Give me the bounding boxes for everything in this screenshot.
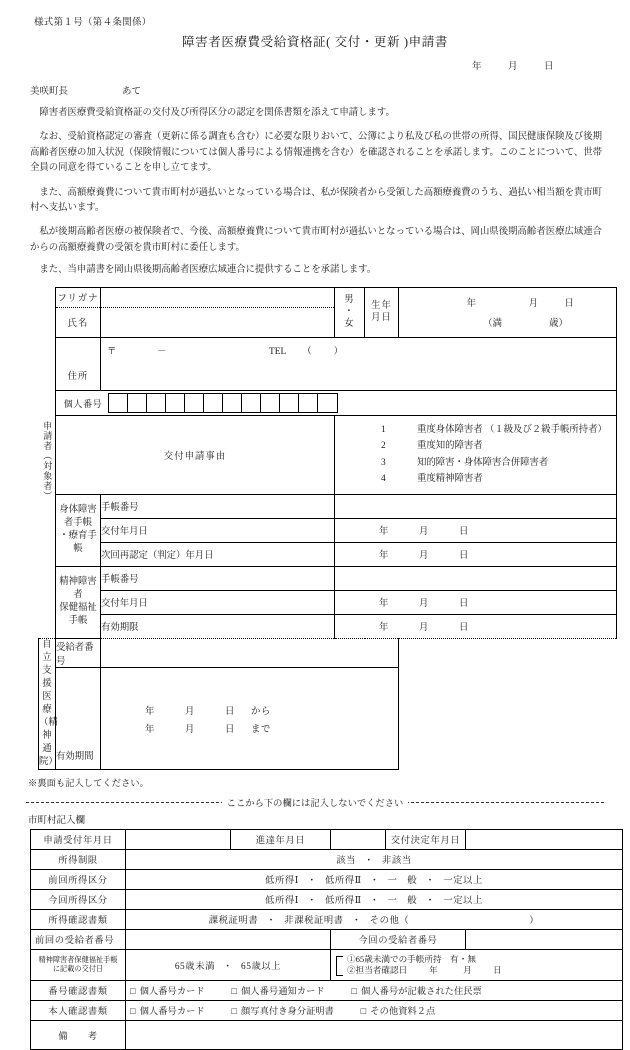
mynumber-label: 個人番号 <box>63 398 103 409</box>
selfsupport-period-label: 有効期間 <box>56 667 101 769</box>
back-side-note: ※裏面も記入してください。 <box>28 778 149 789</box>
table-row-physical-2 <box>39 518 617 542</box>
physical-handbook-recert-date[interactable]: 年 月 日 <box>335 542 617 566</box>
identity-docs-options[interactable] <box>126 1000 623 1020</box>
forward-date-label: 進達年月日 <box>231 829 331 849</box>
address-label: 住所 <box>56 337 101 390</box>
tel-open-paren: （ <box>302 346 312 357</box>
curr-income-label: 今回所得区分 <box>31 889 126 909</box>
table-row-mynumber <box>39 390 617 415</box>
curr-income-opt-4[interactable]: 一定以上 <box>443 896 483 907</box>
municipal-row-income-limit <box>31 849 623 869</box>
curr-income-opt-1[interactable]: 低所得Ⅰ <box>265 896 300 907</box>
submission-date-line <box>22 58 554 72</box>
mynumber-digit-box[interactable] <box>242 394 261 412</box>
mental-handbook-issue-age-label: 精神障害者保健福祉手帳 に記載の交付日 <box>31 949 126 980</box>
municipal-section-title: 市町村記入欄 <box>28 815 86 826</box>
mynumber-digit-box[interactable] <box>109 394 128 412</box>
applicant-table <box>38 287 617 770</box>
tel-label: TEL <box>269 346 287 357</box>
number-doc-card[interactable]: □ 個人番号カード <box>130 987 205 998</box>
curr-income-opt-2[interactable]: 低所得Ⅱ <box>325 896 362 907</box>
age-over-65[interactable]: 65歳以上 <box>241 961 282 972</box>
prev-income-opt-2[interactable]: 低所得Ⅱ <box>325 876 362 887</box>
physical-handbook-number-label: 手帳番号 <box>101 494 335 518</box>
reason-item[interactable] <box>335 422 616 439</box>
decision-date-input[interactable] <box>466 829 623 849</box>
municipal-row-prev-income <box>31 869 623 889</box>
gender-label: 男 ・ 女 <box>335 287 365 337</box>
table-row-mental-1 <box>39 566 617 590</box>
municipal-row-receipt <box>31 829 623 849</box>
table-row-reason <box>39 415 617 494</box>
physical-handbook-recert-label: 次回再認定（判定）年月日 <box>101 542 335 566</box>
mental-handbook-number-input[interactable] <box>335 566 617 590</box>
birth-day-label: 日 <box>564 299 575 310</box>
name-input[interactable] <box>101 307 335 337</box>
identity-doc-card[interactable]: □ 個人番号カード <box>130 1007 205 1018</box>
municipal-row-curr-income <box>31 889 623 909</box>
mynumber-digit-box[interactable] <box>261 394 280 412</box>
zip-mark: 〒 <box>107 346 117 357</box>
prev-income-opt-1[interactable]: 低所得Ⅰ <box>265 876 300 887</box>
addressee-line <box>30 83 608 97</box>
number-docs-options[interactable] <box>126 980 623 1000</box>
reason-item[interactable] <box>335 471 616 488</box>
selfsupport-period-input[interactable]: 年 月 日 から 年 月 日 まで <box>101 667 399 769</box>
paragraph-2: なお、受給資格認定の審査（更新に係る調査も含む）に必要な限りおいて、公簿により私及び私の世帯の所得、国民健康保険及び後期高齢者医療の加入状況（保険情報については個人番号による情報連携を含む）を確認されることを承諾します。このことについて、世帯全員の同意を得ていることを申し立てます。 <box>30 132 602 174</box>
bracket-icon <box>336 956 343 976</box>
income-limit-opt-not-applicable[interactable]: 非該当 <box>382 856 412 867</box>
identity-doc-other[interactable]: □ その他資料２点 <box>360 1007 436 1018</box>
income-limit-opt-applicable[interactable]: 該当 <box>336 856 357 867</box>
date-month-label: 月 <box>507 62 518 72</box>
mynumber-digit-box[interactable] <box>299 394 318 412</box>
physical-handbook-issue-label: 交付年月日 <box>101 518 335 542</box>
reason-item-label: 重度精神障害者 <box>417 474 483 485</box>
prev-recipient-no-input[interactable] <box>126 929 331 949</box>
prev-income-opt-3[interactable]: 一 般 <box>387 876 418 887</box>
reason-item[interactable] <box>335 455 616 472</box>
mynumber-digit-box[interactable] <box>166 394 185 412</box>
do-not-fill-text: ここから下の欄には記入しないでください <box>222 799 409 809</box>
curr-income-options[interactable]: 低所得Ⅰ ・ 低所得Ⅱ ・ 一 般 ・ 一定以上 <box>126 889 623 909</box>
age-suffix: 歳） <box>549 319 568 330</box>
income-doc-untaxed[interactable]: 非課税証明書 <box>284 916 344 927</box>
mental-handbook-number-label: 手帳番号 <box>101 566 335 590</box>
mental-handbook-issue-date[interactable]: 年 月 日 <box>335 590 617 614</box>
birth-year-label: 年 <box>466 299 477 310</box>
income-docs-options[interactable]: 課税証明書 ・ 非課税証明書 ・ その他（ ） <box>126 909 623 929</box>
income-limit-options[interactable]: 該当 ・ 非該当 <box>126 849 623 869</box>
age-sub-2-label: ②担当者確認日 <box>347 964 408 975</box>
page-title: 障害者医療費受給資格証( 交付・更新 )申請書 <box>182 35 448 49</box>
identity-docs-label: 本人確認書類 <box>31 1000 126 1020</box>
reason-options[interactable] <box>335 415 617 494</box>
name-label: 氏名 <box>56 307 101 337</box>
identity-doc-photo-id[interactable]: □ 顔写真付き身分証明書 <box>231 1007 334 1018</box>
municipal-row-age <box>31 949 623 980</box>
income-doc-taxed[interactable]: 課税証明書 <box>208 916 259 927</box>
selfsupport-label: 自立支援医療 （精神通院） <box>39 638 56 769</box>
reason-item-label: 知的障害・身体障害合併障害者 <box>417 457 549 468</box>
furigana-label: フリガナ <box>56 287 101 307</box>
checkbox-icon[interactable]: □ <box>231 987 237 998</box>
prev-recipient-no-label: 前回の受給者番号 <box>31 929 126 949</box>
mental-handbook-label: 精神障害者 保健福祉手帳 <box>56 566 101 638</box>
checkbox-icon[interactable]: □ <box>351 987 357 998</box>
municipal-row-recipient-no <box>31 929 623 949</box>
municipal-table <box>30 829 623 1050</box>
checkbox-icon[interactable]: □ <box>231 1007 237 1018</box>
age-prefix: （満 <box>483 319 502 330</box>
reason-item-label: 重度知的障害者 <box>417 441 483 452</box>
physical-handbook-label: 身体障害者手帳 ・療育手帳 <box>56 494 101 566</box>
zip-dash: － <box>157 346 167 357</box>
table-row-address <box>39 337 617 390</box>
mynumber-digit-box[interactable] <box>318 394 337 412</box>
checkbox-icon[interactable]: □ <box>130 987 136 998</box>
physical-handbook-number-input[interactable] <box>335 494 617 518</box>
income-doc-other-close: ） <box>529 916 540 927</box>
number-docs-label: 番号確認書類 <box>31 980 126 1000</box>
municipal-row-identity-docs <box>31 1000 623 1020</box>
income-limit-label: 所得制限 <box>31 849 126 869</box>
tel-close-paren: ） <box>333 346 343 357</box>
prev-income-label: 前回所得区分 <box>31 869 126 889</box>
mynumber-digit-box[interactable] <box>147 394 166 412</box>
mynumber-digit-box[interactable] <box>204 394 223 412</box>
reason-item-number: 4 <box>381 474 386 485</box>
forward-date-input[interactable] <box>331 829 386 849</box>
mynumber-digit-box[interactable] <box>185 394 204 412</box>
addressee-suffix: あて <box>122 87 142 97</box>
paragraph-5: また、当申請書を岡山県後期高齢者医療広域連合に提供することを承諾します。 <box>39 265 377 276</box>
addressee-name: 美咲町長 <box>30 87 69 97</box>
do-not-fill-divider <box>26 795 604 808</box>
date-year-label: 年 <box>471 62 482 72</box>
number-doc-notice[interactable]: □ 個人番号通知カード <box>231 987 325 998</box>
reason-item-number: 2 <box>381 441 386 452</box>
age-sub-options[interactable] <box>331 949 623 980</box>
curr-recipient-no-input[interactable] <box>466 929 623 949</box>
table-row-physical-3 <box>39 542 617 566</box>
selfsupport-recipient-input[interactable] <box>101 638 399 667</box>
mynumber-digit-box[interactable] <box>223 394 242 412</box>
birthdate-input[interactable] <box>399 287 617 337</box>
municipal-row-remarks <box>31 1020 623 1049</box>
physical-handbook-issue-date[interactable]: 年 月 日 <box>335 518 617 542</box>
period-from-suffix: から <box>251 707 271 718</box>
income-doc-other[interactable]: その他（ <box>369 916 410 927</box>
number-doc-residence[interactable]: □ 個人番号が記載された住民票 <box>351 987 482 998</box>
form-number: 様式第１号（第４条関係） <box>34 18 152 28</box>
age-sub-1[interactable]: ①65歳未満での手帳所持 有・無 <box>347 953 476 964</box>
decision-date-label: 交付決定年月日 <box>386 829 466 849</box>
address-input[interactable] <box>101 337 617 390</box>
municipal-row-income-docs <box>31 909 623 929</box>
mynumber-digit-box[interactable] <box>280 394 299 412</box>
date-day-label: 日 <box>543 62 554 72</box>
birth-month-label: 月 <box>528 299 539 310</box>
prev-income-options[interactable]: 低所得Ⅰ ・ 低所得Ⅱ ・ 一 般 ・ 一定以上 <box>126 869 623 889</box>
prev-income-opt-4[interactable]: 一定以上 <box>443 876 483 887</box>
reason-item[interactable] <box>335 438 616 455</box>
curr-recipient-no-label: 今回の受給者番号 <box>331 929 466 949</box>
mental-handbook-expiry-label: 有効期限 <box>101 614 335 638</box>
receipt-date-label: 申請受付年月日 <box>31 829 126 849</box>
table-row-selfsupport-2 <box>39 667 617 769</box>
table-row-physical-1 <box>39 494 617 518</box>
paragraph-1: 障害者医療費受給資格証の交付及び所得区分の認定を関係書類を添えて申請します。 <box>39 108 395 118</box>
receipt-date-input[interactable] <box>126 829 231 849</box>
remarks-input[interactable] <box>126 1020 623 1049</box>
paragraph-3: また、高額療養費について貴市町村が過払いとなっている場合は、私が保険者から受領した高額療養費のうち、過払い相当額を貴市町村へ支払います。 <box>30 187 602 214</box>
mynumber-input[interactable] <box>108 393 338 413</box>
mynumber-cell <box>56 390 617 415</box>
period-to-suffix: まで <box>251 725 271 736</box>
municipal-row-number-docs <box>31 980 623 1000</box>
table-row-mental-2 <box>39 590 617 614</box>
paragraph-4: 私が後期高齢者医療の被保険者で、今後、高額療養費について貴市町村が過払いとなっている場合は、岡山県後期高齢者医療広域連合からの高額療養費の受領を貴市町村に委任します。 <box>30 227 602 253</box>
furigana-input[interactable] <box>101 287 335 307</box>
mental-handbook-issue-label: 交付年月日 <box>101 590 335 614</box>
reason-item-label: 重度身体障害者 （１級及び２級手帳所持者） <box>417 424 607 435</box>
vertical-applicant-label: 申請者（対象者） <box>42 420 53 501</box>
checkbox-icon[interactable]: □ <box>130 1007 136 1018</box>
checkbox-icon[interactable]: □ <box>360 1007 367 1018</box>
mynumber-digit-box[interactable] <box>128 394 147 412</box>
reason-item-number: 3 <box>381 457 386 468</box>
reason-label: 交付申請事由 <box>56 415 335 494</box>
reason-item-number: 1 <box>381 424 386 435</box>
selfsupport-recipient-label: 受給者番号 <box>56 638 101 667</box>
income-docs-label: 所得確認書類 <box>31 909 126 929</box>
table-row-mental-3 <box>39 614 617 638</box>
birthdate-label: 生年 月日 <box>365 287 399 337</box>
age-sub-2[interactable]: ②担当者確認日 年 月 日 <box>347 964 502 975</box>
remarks-label: 備 考 <box>31 1020 126 1049</box>
mental-handbook-expiry-date[interactable]: 年 月 日 <box>335 614 617 638</box>
curr-income-opt-3[interactable]: 一 般 <box>387 896 418 907</box>
age-options[interactable]: 65歳未満 ・ 65歳以上 <box>126 949 331 980</box>
table-row-furigana <box>39 287 617 307</box>
table-row-selfsupport-1 <box>39 638 617 667</box>
age-under-65[interactable]: 65歳未満 <box>174 961 215 972</box>
